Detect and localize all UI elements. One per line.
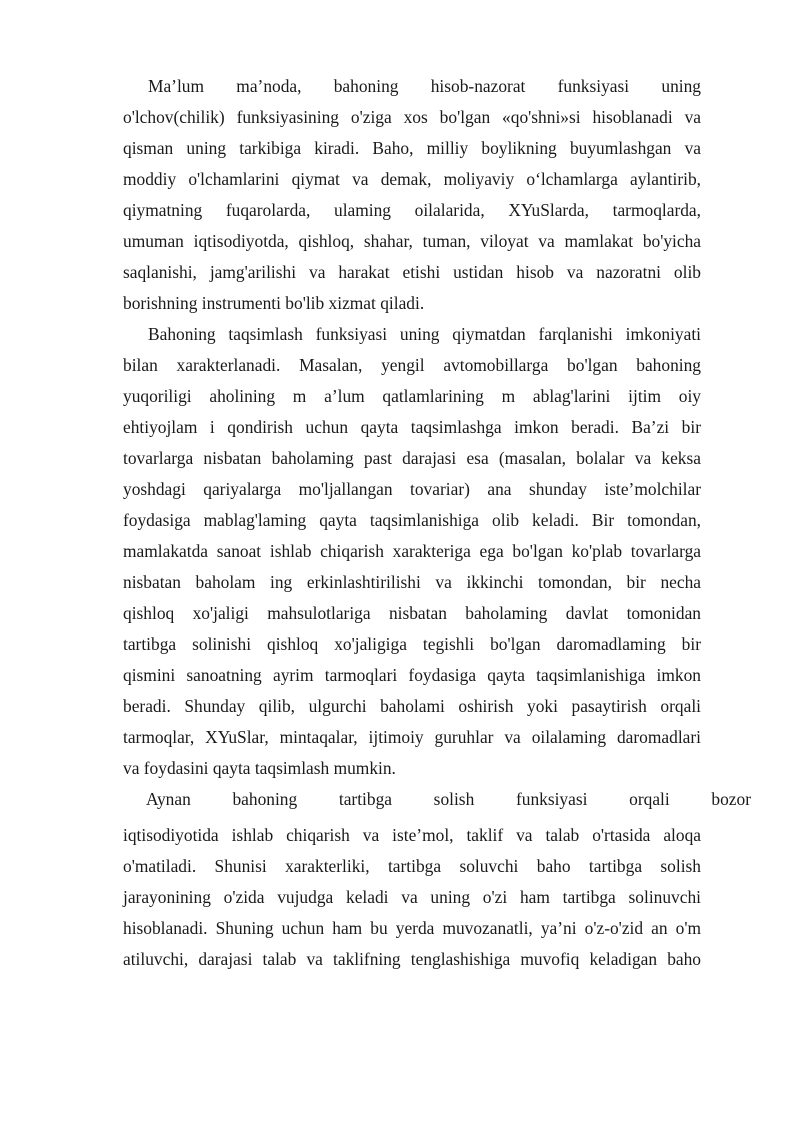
text-line: borishning instrumenti bo'lib xizmat qiladi.	[123, 293, 425, 313]
text-line: ehtiyojlam i qondirish uchun qayta taqsimlashga imkon beradi. Ba’zi bir	[123, 417, 701, 437]
text-line: qisman uning tarkibiga kiradi. Baho, milliy boylikning buyumlashgan va	[123, 138, 701, 158]
text-line: Aynan bahoning tartibga solish funksiyasi orqali bozor	[146, 789, 751, 809]
text-line: va foydasini qayta taqsimlash mumkin.	[123, 758, 396, 778]
text-line: beradi. Shunday qilib, ulgurchi baholami oshirish yoki pasaytirish orqali	[123, 696, 701, 716]
text-line: bilan xarakterlanadi. Masalan, yengil avtomobillarga bo'lgan bahoning	[123, 355, 701, 375]
text-line: yuqoriligi aholining m a’lum qatlamlarining m ablag'larini ijtim oiy	[123, 386, 701, 406]
text-line: mamlakatda sanoat ishlab chiqarish xarakteriga ega bo'lgan ko'plab tovarlarga	[123, 541, 701, 561]
text-line: atiluvchi, darajasi talab va taklifning tenglashishiga muvofiq keladigan baho	[123, 949, 701, 969]
text-line: saqlanishi, jamg'arilishi va harakat etishi ustidan hisob va nazoratni olib	[123, 262, 701, 282]
text-line: nisbatan baholam ing erkinlashtirilishi va ikkinchi tomondan, bir necha	[123, 572, 701, 592]
text-line: umuman iqtisodiyotda, qishloq, shahar, tuman, viloyat va mamlakat bo'yicha	[123, 231, 701, 251]
text-line: Bahoning taqsimlash funksiyasi uning qiymatdan farqlanishi imkoniyati	[148, 324, 701, 344]
text-line: iqtisodiyotida ishlab chiqarish va iste’mol, taklif va talab o'rtasida aloqa	[123, 825, 701, 845]
text-line: Ma’lum ma’noda, bahoning hisob-nazorat funksiyasi uning	[148, 76, 701, 96]
text-line: moddiy o'lchamlarini qiymat va demak, moliyaviy o‘lchamlarga aylantirib,	[123, 169, 701, 189]
text-line: tovarlarga nisbatan baholaming past darajasi esa (masalan, bolalar va keksa	[123, 448, 701, 468]
text-line: o'matiladi. Shunisi xarakterliki, tartibga soluvchi baho tartibga solish	[123, 856, 701, 876]
text-line: qiymatning fuqarolarda, ulaming oilalarida, XYuSlarda, tarmoqlarda,	[123, 200, 701, 220]
text-line: yoshdagi qariyalarga mo'ljallangan tovariar) ana shunday iste’molchilar	[123, 479, 701, 499]
text-line: hisoblanadi. Shuning uchun ham bu yerda muvozanatli, ya’ni o'z-o'zid an o'm	[123, 918, 701, 938]
text-line: jarayonining o'zida vujudga keladi va uning o'zi ham tartibga solinuvchi	[123, 887, 701, 907]
text-line: tartibga solinishi qishloq xo'jaligiga tegishli bo'lgan daromadlaming bir	[123, 634, 701, 654]
text-line: qishloq xo'jaligi mahsulotlariga nisbatan baholaming davlat tomonidan	[123, 603, 701, 623]
text-line: o'lchov(chilik) funksiyasining o'ziga xos bo'lgan «qo'shni»si hisoblanadi va	[123, 107, 701, 127]
text-line: tarmoqlar, XYuSlar, mintaqalar, ijtimoiy guruhlar va oilalaming daromadlari	[123, 727, 701, 747]
text-line: qismini sanoatning ayrim tarmoqlari foydasiga qayta taqsimlanishiga imkon	[123, 665, 701, 685]
text-line: foydasiga mablag'laming qayta taqsimlanishiga olib keladi. Bir tomondan,	[123, 510, 701, 530]
